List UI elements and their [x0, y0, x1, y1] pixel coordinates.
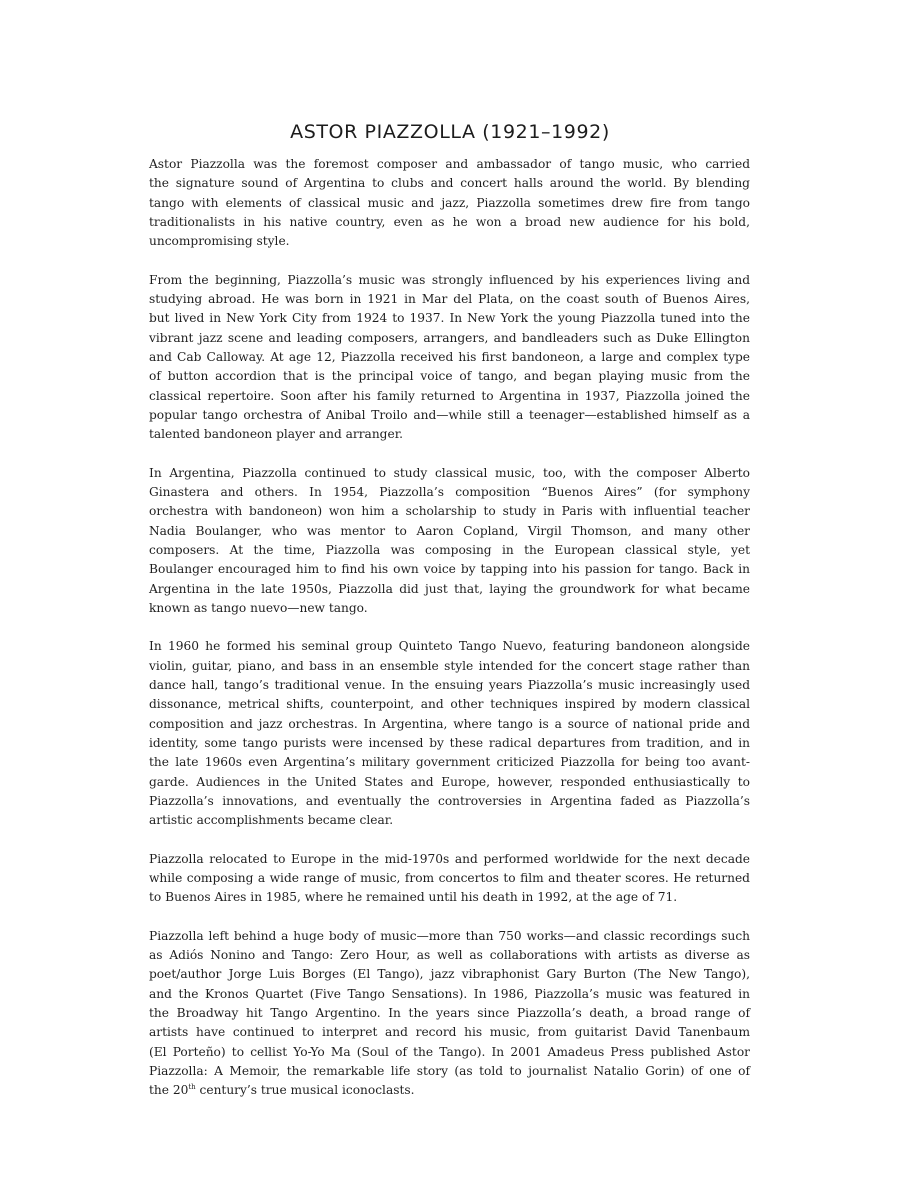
text-line: Piazzolla relocated to Europe in the mid-1970s and performed worldwide for the next decade [149, 851, 750, 866]
text-line: (El Porteño) to cellist Yo-Yo Ma (Soul of the Tango). In 2001 Amadeus Press published Astor [149, 1044, 750, 1059]
text-line: Argentina in the late 1950s, Piazzolla did just that, laying the groundwork for what became [149, 581, 750, 596]
text-line: the late 1960s even Argentina’s military government criticized Piazzolla for being too avant- [149, 755, 750, 770]
text-line: garde. Audiences in the United States and Europe, however, responded enthusiastically to [149, 774, 750, 789]
text-line: dissonance, metrical shifts, counterpoint, and other techniques inspired by modern classical [149, 697, 750, 712]
text-line: classical repertoire. Soon after his family returned to Argentina in 1937, Piazzolla joined the [149, 388, 750, 403]
text-line: Boulanger encouraged him to find his own voice by tapping into his passion for tango. Back in [149, 562, 750, 577]
text-line: tango with elements of classical music and jazz, Piazzolla sometimes drew fire from tango [149, 195, 750, 210]
text-line: poet/author Jorge Luis Borges (El Tango), jazz vibraphonist Gary Burton (The New Tango), [149, 967, 750, 982]
text-line: Nadia Boulanger, who was mentor to Aaron Copland, Virgil Thomson, and many other [149, 523, 750, 538]
text-line: Ginastera and others. In 1954, Piazzolla’s composition “Buenos Aires” (for symphony [149, 485, 750, 500]
text-line: uncompromising style. [149, 234, 290, 249]
document-title: ASTOR PIAZZOLLA (1921–1992) [290, 121, 610, 143]
text-line: vibrant jazz scene and leading composers, arrangers, and bandleaders such as Duke Ellington [149, 330, 750, 345]
text-line: of button accordion that is the principal voice of tango, and began playing music from the [149, 369, 750, 384]
text-fragment: the 20 [149, 1083, 189, 1098]
paragraph-studies [149, 464, 750, 618]
text-line [149, 1081, 750, 1100]
text-line: studying abroad. He was born in 1921 in Mar del Plata, on the coast south of Buenos Aires, [149, 292, 750, 307]
paragraph-intro [149, 155, 750, 251]
text-line: artistic accomplishments became clear. [149, 813, 394, 828]
text-line: and Cab Calloway. At age 12, Piazzolla received his first bandoneon, a large and complex type [149, 349, 750, 364]
ordinal-superscript: th [188, 1083, 196, 1092]
paragraph-early-life [149, 271, 750, 445]
text-fragment: century’s true musical iconoclasts. [195, 1083, 415, 1098]
text-line: orchestra with bandoneon) won him a scholarship to study in Paris with influential teacher [149, 504, 750, 519]
text-line: From the beginning, Piazzolla’s music was strongly influenced by his experiences living and [149, 272, 750, 287]
text-line: and the Kronos Quartet (Five Tango Sensations). In 1986, Piazzolla’s music was featured in [149, 986, 750, 1001]
text-line: while composing a wide range of music, from concertos to film and theater scores. He returned [149, 870, 750, 885]
text-line: composition and jazz orchestras. In Argentina, where tango is a source of national pride and [149, 716, 750, 731]
text-line: the signature sound of Argentina to clubs and concert halls around the world. By blending [149, 176, 750, 191]
text-line: to Buenos Aires in 1985, where he remained until his death in 1992, at the age of 71. [149, 890, 678, 905]
text-line: composers. At the time, Piazzolla was composing in the European classical style, yet [149, 542, 750, 557]
text-line: violin, guitar, piano, and bass in an ensemble style intended for the concert stage rather than [149, 658, 750, 673]
text-line: known as tango nuevo—new tango. [149, 600, 368, 615]
text-line: but lived in New York City from 1924 to 1937. In New York the young Piazzolla tuned into the [149, 311, 750, 326]
text-line: identity, some tango purists were incensed by these radical departures from tradition, and in [149, 735, 750, 750]
text-line: Piazzolla: A Memoir, the remarkable life story (as told to journalist Natalio Gorin) of one of [149, 1063, 750, 1078]
text-line: the Broadway hit Tango Argentino. In the years since Piazzolla’s death, a broad range of [149, 1006, 750, 1021]
paragraph-legacy [149, 927, 750, 1101]
text-line: In 1960 he formed his seminal group Quinteto Tango Nuevo, featuring bandoneon alongside [149, 639, 750, 654]
text-line: talented bandoneon player and arranger. [149, 427, 404, 442]
paragraph-europe [149, 850, 750, 908]
text-line: artists have continued to interpret and record his music, from guitarist David Tanenbaum [149, 1025, 750, 1040]
document-body [149, 155, 750, 1120]
text-line: popular tango orchestra of Anibal Troilo and—while still a teenager—established himself as a [149, 407, 750, 422]
text-line: traditionalists in his native country, even as he won a broad new audience for his bold, [149, 214, 750, 229]
paragraph-tango-nuevo [149, 637, 750, 830]
text-line: dance hall, tango’s traditional venue. In the ensuing years Piazzolla’s music increasingly used [149, 678, 750, 693]
text-line: as Adiós Nonino and Tango: Zero Hour, as well as collaborations with artists as diverse as [149, 948, 750, 963]
text-line: Astor Piazzolla was the foremost composer and ambassador of tango music, who carried [149, 157, 750, 171]
text-line: In Argentina, Piazzolla continued to study classical music, too, with the composer Alberto [149, 465, 750, 480]
text-line: Piazzolla’s innovations, and eventually the controversies in Argentina faded as Piazzolla’s [149, 793, 750, 808]
text-line: Piazzolla left behind a huge body of music—more than 750 works—and classic recordings such [149, 928, 750, 943]
